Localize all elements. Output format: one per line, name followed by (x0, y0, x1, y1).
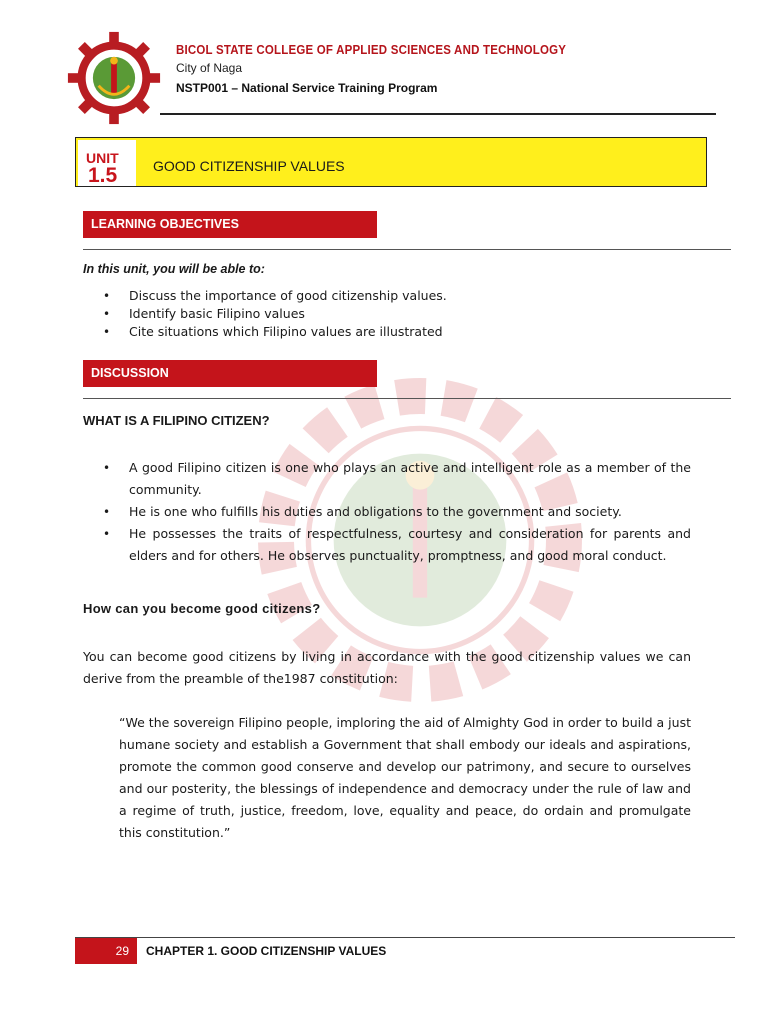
footer-divider (75, 937, 735, 938)
list-item: • Cite situations which Filipino values are illustrated (83, 323, 703, 341)
list-item: • Discuss the importance of good citizenship values. (83, 287, 703, 305)
list-item: • He is one who fulfills his duties and obligations to the government and society. (83, 501, 691, 523)
program-title: NSTP001 – National Service Training Program (176, 81, 438, 95)
how-paragraph: You can become good citizens by living in accordance with the good citizenship values we can derive from the preamble of the1987 constitution: (83, 649, 691, 686)
list-item: • He possesses the traits of respectfulness, courtesy and consideration for parents and elders and for others. He observes punctuality, promptness, and good moral conduct. (83, 523, 691, 567)
preamble-quote: “We the sovereign Filipino people, imploring the aid of Almighty God in order to build a just humane society and establish a Government that shall embody our ideals and aspirations, promote the common good conserve and develop our patrimony, and secure to ourselves and our posterity, the blessings of independence and democracy under the rule of law and a regime of truth, justice, freedom, love, equality and peace, do ordain and promulgate this constitution.” (119, 715, 691, 840)
section-divider (83, 398, 731, 399)
question-heading: WHAT IS A FILIPINO CITIZEN? (83, 413, 270, 428)
discussion-list (83, 457, 691, 567)
school-city: City of Naga (176, 61, 243, 75)
discussion-heading: DISCUSSION (83, 360, 377, 387)
learning-objectives-heading: LEARNING OBJECTIVES (83, 211, 377, 238)
chapter-title: CHAPTER 1. GOOD CITIZENSHIP VALUES (146, 944, 387, 958)
page-number: 29 (75, 938, 137, 964)
objectives-list (83, 287, 703, 341)
list-item: • A good Filipino citizen is one who plays an active and intelligent role as a member of the community. (83, 457, 691, 501)
school-name: BICOL STATE COLLEGE OF APPLIED SCIENCES AND TECHNOLOGY (176, 44, 567, 58)
unit-label: UNIT (86, 150, 119, 166)
how-heading: How can you become good citizens? (83, 601, 321, 616)
section-divider (83, 249, 731, 250)
unit-number: 1.5 (88, 164, 118, 187)
list-item: • Identify basic Filipino values (83, 305, 703, 323)
unit-title: GOOD CITIZENSHIP VALUES (153, 158, 345, 174)
college-seal-icon (66, 30, 162, 126)
objectives-intro: In this unit, you will be able to: (83, 262, 265, 276)
header-divider (160, 113, 716, 115)
